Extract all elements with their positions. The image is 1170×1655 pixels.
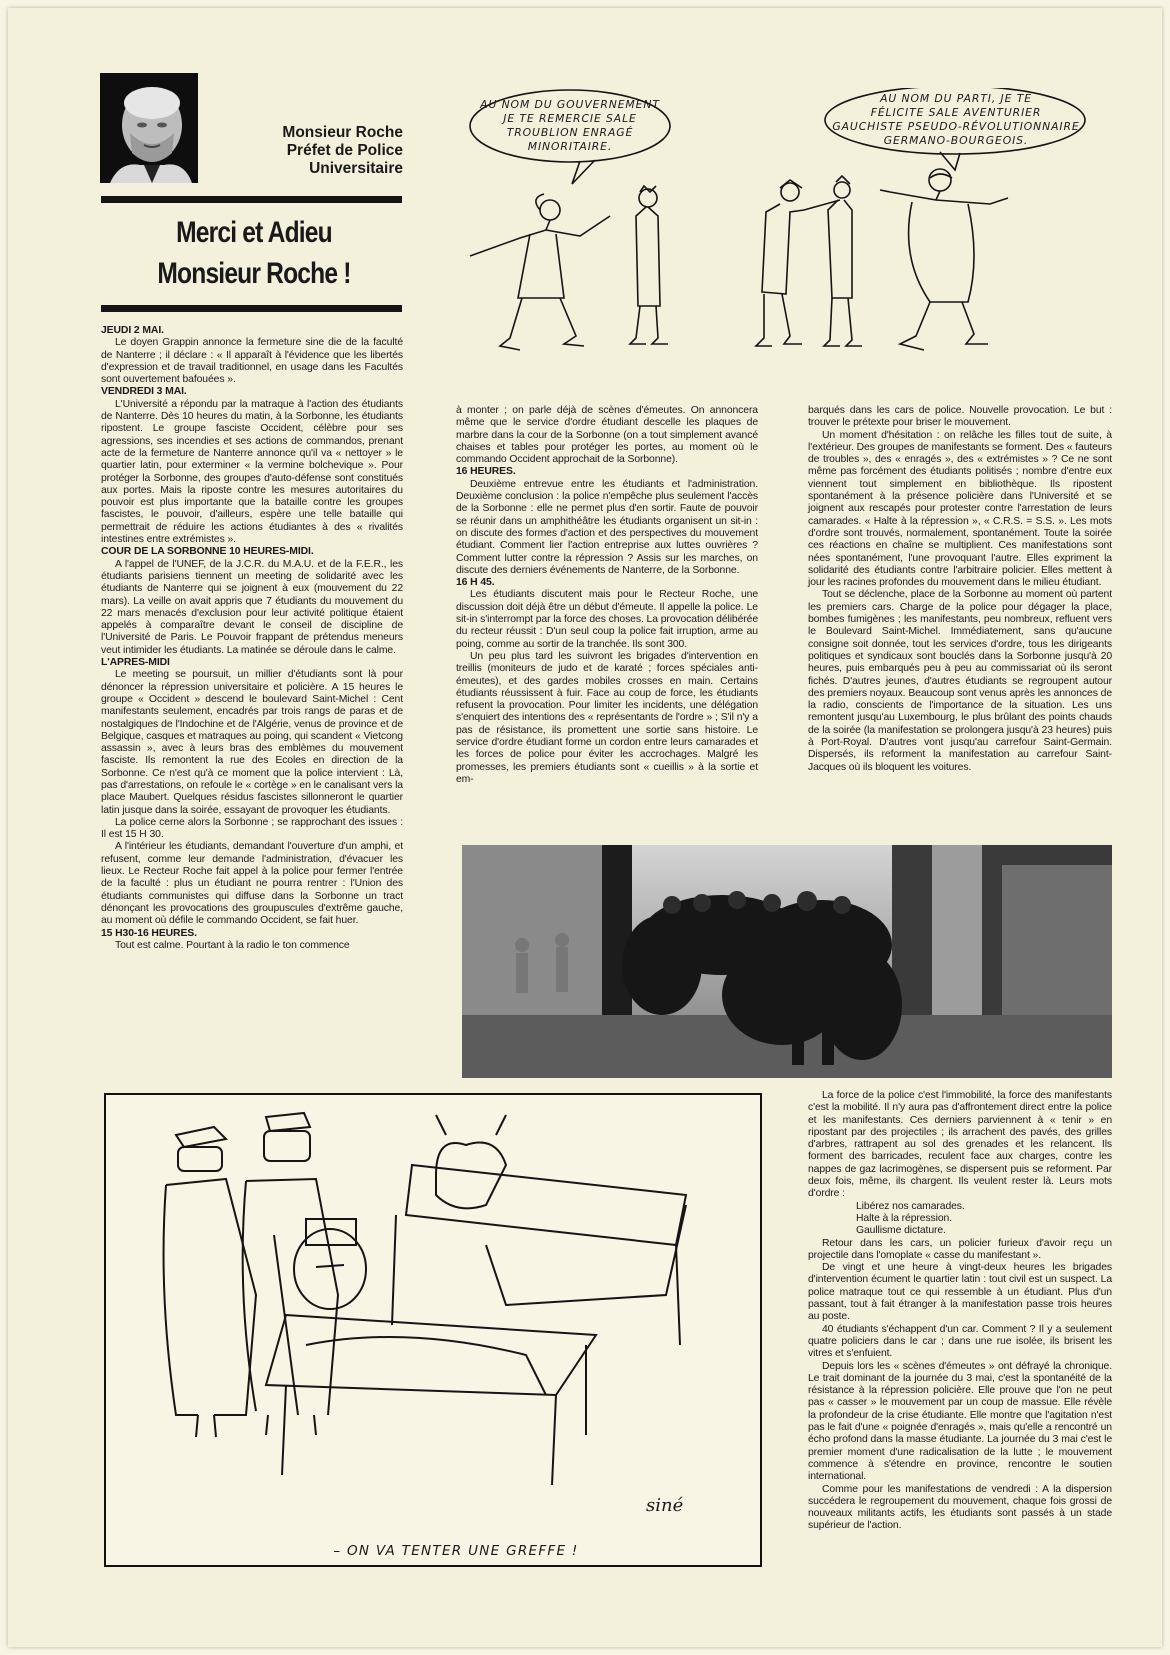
article-column-4 [808, 1090, 1112, 1533]
paragraph: Depuis lors les « scènes d'émeutes » ont défrayé la chronique. Le trait dominant de la journée du 3 mai, c'est la spontanéité de la résistance à la répression policière. Elle prouve que l'on ne peut pas « casser » le mouvement par un coup de massue. Elle révèle la profondeur de la crise étudiante. Elle montre que l'agitation n'est pas le fait d'une « poignée d'enragés », mais qu'elle a rencontré un écho profond dans la masse étudiante. La journée du 3 mai c'est le premier moment d'une radicalisation de la lutte ; le mouvement commence à s'étendre en province, rencontre le soutien international. [808, 1360, 1112, 1483]
paragraph: Tout est calme. Pourtant à la radio le ton commence [115, 939, 350, 951]
article-column-2 [456, 405, 758, 786]
paragraph: A l'intérieur les étudiants, demandant l'ouverture d'un amphi, et refusent, comme leur demande l'administration, d'évacuer les lieux. Le Recteur Roche fait appel à la police pour fermer l'entrée de la faculté : plus un étudiant ne pourra rentrer : l'Union des étudiants communistes qui diffuse dans la Sorbonne un tract dénonçant les provocations des groupuscules d'extrême gauche, au moment où défile le commando Occident, se fait huer. [101, 841, 403, 927]
bubble-left-line: TROUBLION ENRAGÉ [506, 126, 634, 139]
section-heading: 16 H 45. [456, 577, 495, 589]
article-column-1 [101, 325, 403, 952]
paragraph: Un moment d'hésitation : on relâche les filles tout de suite, à l'extérieur. Des groupes de manifestants se forment. Des « fauteurs de troubles », des « enragés », des « extrémistes » ? Ce ne sont même pas forcément des étudiants politisés ; nombre d'entre eux viennent tout simplement en bibliothèque. Ils ripostent spontanément à la présence policière dans l'Université et se joignent aux rescapés pour protester contre l'arrestation de leurs camarades. « Halte à la répression », « C.R.S. = S.S. ». Les mots d'ordre sont trouvés, normalement, spontanément. Toute la soirée ces réactions en chaîne se multiplient. Ces manifestations sont nées spontanément, l'une provoquant l'autre. Elles expriment la solidarité des étudiants contre l'arbitraire policier. Elles mettent à jour les racines profondes du mouvement dans le milieu étudiant. [808, 429, 1112, 589]
paragraph: De vingt et une heure à vingt-deux heures les brigades d'intervention écument le quartier latin : tout civil est un suspect. La police matraque tout ce qui ressemble à un étudiant. Plus d'un passant, tout à fait étranger à la manifestation passe trois heures au poste. [808, 1262, 1112, 1323]
paragraph: Tout se déclenche, place de la Sorbonne au moment où partent les premiers cars. Charge de la police pour dégager la place, bombes fumigènes ; les manifestants, peu nombreux, refluent vers le Boulevard Saint-Michel. Immédiatement, sans qu'aucune consigne soit donnée, tout les services d'ordre, tous les dirigeants politiques et syndicaux sont bouclés dans la Sorbonne jusqu'à 20 heures, puis embarqués peu à peu au commissariat où ils seront fichés. D'autres jeunes, d'autres étudiants se regroupent autour des premiers noyaux. Beaucoup sont venus après les annonces de la radio, conscients de l'importance de la situation. Les uns remontent jusqu'au Luxembourg, le plus brûlant des points chauds de la soirée (la manifestation se prolongera jusqu'à 23 heures) puis à Port-Royal. D'autres vont jusqu'au carrefour Saint-Germain. Dispersés, ils reforment la manifestation au carrefour Saint-Jacques où ils bloquent les voitures. [808, 589, 1112, 773]
bubble-right-line: GAUCHISTE PSEUDO-RÉVOLUTIONNAIRE [832, 120, 1080, 133]
top-cartoon [460, 88, 1120, 378]
section-heading: 16 HEURES. [456, 466, 516, 478]
bubble-right-line: FÉLICITE SALE AVENTURIER [870, 106, 1042, 119]
section-heading: JEUDI 2 MAI. [101, 325, 164, 336]
paragraph: Les étudiants discutent mais pour le Recteur Roche, une discussion doit déjà être un début d'émeute. Il appelle la police. Le sit-in s'interrompt par la force des choses. La provocation délibérée du recteur réussit : D'un seul coup la police fait irruption, arme au poing, comme au sortir de la tranchée. Ils sont 300. [456, 589, 758, 650]
cartoon-caption: – ON VA TENTER UNE GREFFE ! [333, 1543, 579, 1559]
headline-line2: Monsieur Roche ! [157, 257, 351, 290]
headline-line1: Merci et Adieu [176, 216, 332, 249]
header-name: Monsieur Roche [282, 124, 403, 141]
bubble-left-line: MINORITAIRE. [527, 140, 613, 153]
portrait-photo [100, 73, 198, 183]
slogan-line: Libérez nos camarades. [856, 1200, 965, 1212]
paragraph-continued: barqués dans les cars de police. Nouvelle provocation. Le but : trouver le prétexte pour briser le mouvement. [808, 405, 1112, 429]
paragraph: Comme pour les manifestations de vendredi : A la dispersion succédera le regroupement du mouvement, chaque fois grossi de nouveaux militants actifs, les étudiants sont passés à un stade supérieur de l'action. [808, 1483, 1112, 1532]
header-title [205, 124, 403, 178]
bubble-right-line: GERMANO-BOURGEOIS. [883, 134, 1029, 147]
paragraph: La force de la police c'est l'immobilité, la force des manifestants c'est la mobilité. Il n'y aura pas d'affrontement direct entre la police et les manifestants. Ces derniers parviennent à « tenir » en ripostant par des projectiles ; ils arrachent des pavés, des grilles d'arbres, rattrapent au sol des grenades et les relancent. Ils forment des barricades, reculent face aux charges, contre les nappes de gaz lacrimogènes, se dispersent puis se reforment. Par deux fois, même, ils chargent. Ils veulent rester là. Leurs mots d'ordre : [808, 1090, 1112, 1200]
bubble-left [480, 98, 660, 154]
paragraph-continued: à monter ; on parle déjà de scènes d'émeutes. On annoncera même que le service d'ordre étudiant descelle les plaques de marbre dans la cour de la Sorbonne (on a tout simplement avancé chaises et tables pour protéger les portes, au moment où le commando Occident approchait de la Sorbonne). [456, 405, 758, 466]
header-role-line1: Préfet de Police [286, 142, 403, 159]
paragraph: La police cerne alors la Sorbonne ; se rapprochant des issues : Il est 15 H 30. [101, 816, 403, 841]
bubble-left-line: JE TE REMERCIE SALE [503, 112, 637, 125]
slogan-line: Gaullisme dictature. [856, 1225, 946, 1237]
bubble-left-line: AU NOM DU GOUVERNEMENT [480, 98, 660, 111]
section-heading: 15 H30-16 HEURES. [101, 927, 197, 939]
section-heading: L'APRES-MIDI [101, 657, 170, 669]
paragraph: Le meeting se poursuit, un millier d'étudiants sont là pour dénoncer la répression universitaire et policière. A 15 heures le groupe « Occident » descend le boulevard Saint-Michel : Cent manifestants seulement, encadrés par trois rangs de paras et de nostalgiques de l'Indochine et de l'Algérie, venus de province et de Belgique, casques et matraques au poing, qui scandent « Vietcong assassin », avec à leurs bras des emblèmes du mouvement fasciste. Ils remontent la rue des Ecoles en direction de la Sorbonne. Ce n'est qu'à ce moment que la police intervient : Là, pas d'arrestations, on refoule le « cortège » en le canalisant vers la place Maubert. Quelques résidus fascistes sillonneront le quartier latin jusque dans la soirée, essayant de provoquer les étudiants. [101, 669, 403, 816]
paragraph: Deuxième entrevue entre les étudiants et l'administration. Deuxième conclusion : la police n'empêche plus seulement l'accès de la Sorbonne : elle ne permet plus d'en sortir. Faute de pouvoir se réunir dans un amphithéâtre les étudiants organisent un sit-in : on discute des formes d'action et des perspectives du mouvement étudiant. Comment lier l'action entreprise aux luttes ouvrières ? Comment lutter contre la répression ? Assis sur les marches, on discute des derniers événements de Nanterre, de la Sorbonne. [456, 478, 758, 576]
paragraph: Le doyen Grappin annonce la fermeture sine die de la faculté de Nanterre ; il déclare : « Il apparaît à l'évidence que les libertés d'expression et de travail traditionnel, en usage dans les Facultés sont ouvertement bafouées ». [101, 337, 403, 386]
paragraph: L'Université a répondu par la matraque à l'action des étudiants de Nanterre. Dès 10 heures du matin, à la Sorbonne, les étudiants ripostent. Le groupe fasciste Occident, célèbre pour ses agressions, ses incendies et ses actions de commandos, prenant acte de la fermeture de Nanterre annonce qu'il va « nettoyer » le quartier latin, pour exterminer « la vermine bolchevique ». Pour protéger la Sorbonne, des groupes d'auto-défense sont constitués aux portes. Mais la riposte contre les mesures autoritaires du pouvoir est plus importante que la bataille contre les groupes fascistes, le pouvoir, d'ailleurs, espère une telle bataille qui permettrait de réduire les actions étudiantes à des « rivalités intestines entre extrémistes ». [101, 398, 403, 546]
section-heading: COUR DE LA SORBONNE 10 HEURES-MIDI. [101, 546, 314, 558]
bubble-right-line: AU NOM DU PARTI, JE TE [880, 92, 1032, 105]
headline [131, 212, 377, 294]
paragraph: A l'appel de l'UNEF, de la J.C.R. du M.A.U. et de la F.E.R., les étudiants parisiens tiennent un meeting de solidarité avec les étudiants de Nanterre qui se joignent à eux (mouvement du 22 mars). La veille on avait appris que 7 étudiants du mouvement du 22 mars menacés d'exclusion pour leur activité politique étaient appelés à comparaître devant le conseil de discipline de l'Université de Paris. Le Pouvoir frappant de prétendus meneurs veut intimider les étudiants. La matinée se déroule dans le calme. [101, 558, 403, 656]
paragraph: Retour dans les cars, un policier furieux d'avoir reçu un projectile dans l'omoplate « casse du manifestant ». [808, 1237, 1112, 1261]
section-heading: VENDREDI 3 MAI. [101, 386, 187, 398]
paragraph: Un peu plus tard les suivront les brigades d'intervention en treillis (moniteurs de judo et de karaté ; forces spéciales anti-émeutes), et des gardes mobiles crosses en main. Certains étudiants réussissent à fuir. Face au coup de force, les étudiants refusent la provocation. Pour limiter les incidents, une délégation s'enquiert des intentions des « représentants de l'ordre » ; S'il n'y a pas de résistance, ils promettent une sortie sans histoire. Le service d'ordre étudiant forme un cordon entre leurs camarades et les forces de police pour éviter les accrochages. Malgré les promesses, les premiers étudiants sont « cueillis » à la sortie et em- [456, 650, 758, 785]
police-charge-photo [462, 845, 1112, 1078]
paragraph: 40 étudiants s'échappent d'un car. Comment ? Il y a seulement quatre policiers dans le car ; dans une rue isolée, ils brisent les vitres et s'enfuient. [808, 1323, 1112, 1360]
header-role-line2: Universitaire [309, 160, 403, 177]
article-column-3 [808, 405, 1112, 774]
signature: siné [646, 1495, 684, 1516]
rule-bottom [101, 305, 402, 312]
slogan-line: Halte à la répression. [856, 1212, 952, 1224]
bubble-right [828, 92, 1084, 148]
rule-top [101, 196, 402, 203]
bottom-cartoon [104, 1093, 762, 1567]
